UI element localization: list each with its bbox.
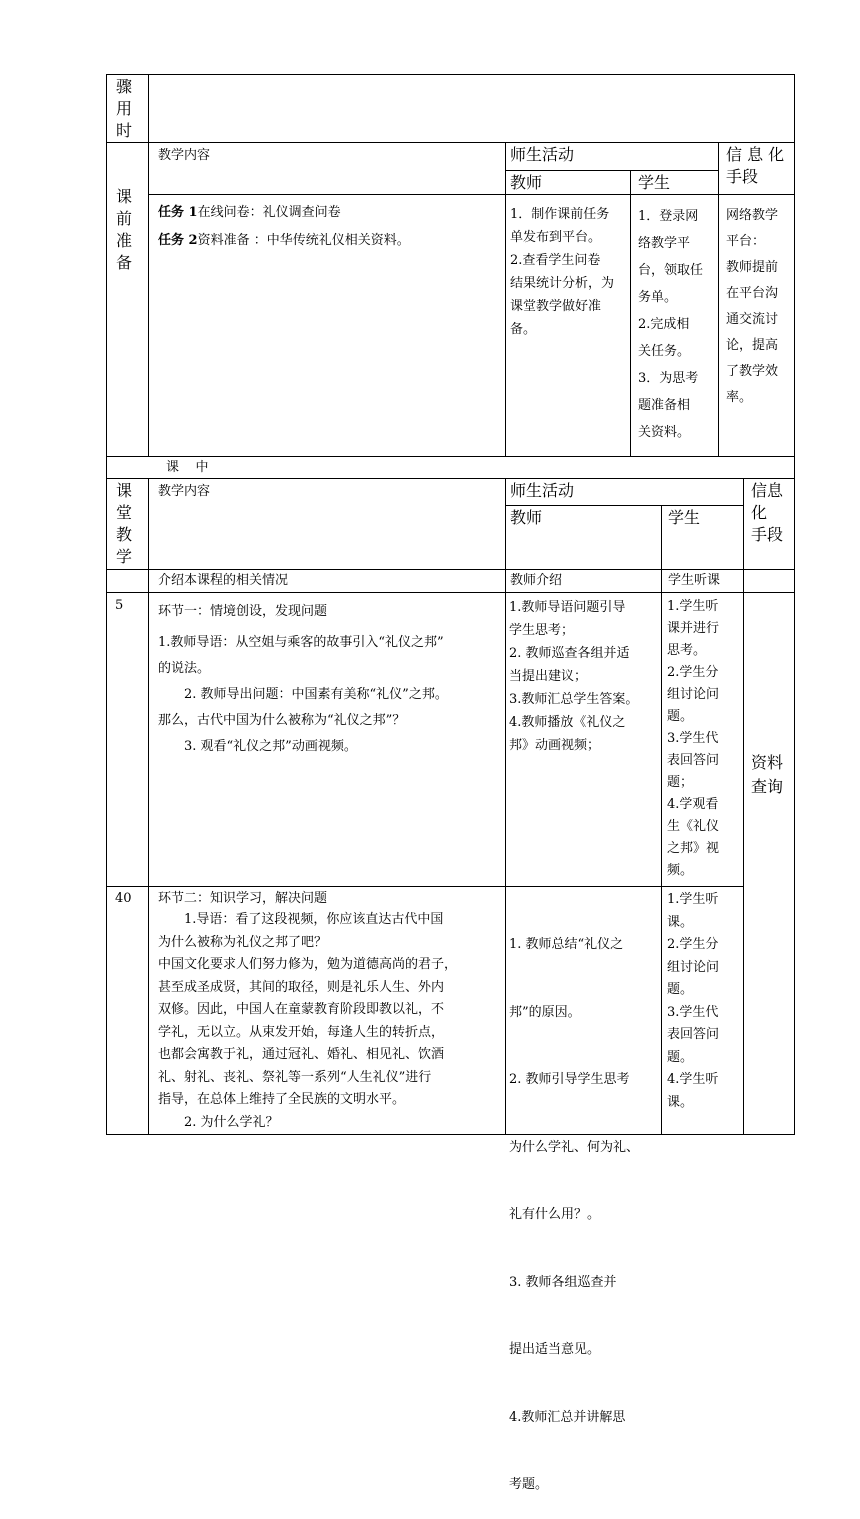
pre-class-char: 备 <box>115 253 132 272</box>
text-line: 1. 教师总结“礼仪之 <box>509 937 624 952</box>
text-line: 课。 <box>667 914 694 930</box>
text-line: 3．为思考 <box>638 371 699 386</box>
task-label: 任务 2 <box>158 233 198 248</box>
pre-student-activity <box>638 203 703 446</box>
rule <box>106 478 795 479</box>
pre-it-header <box>726 144 784 188</box>
task-text: 资料准备 ：中华传统礼仪相关资料。 <box>197 233 410 248</box>
mid-student-header: 学生 <box>668 508 701 527</box>
text-line: 指导，在总体上维持了全民族的文明水平。 <box>158 1092 406 1107</box>
text-line: 结果统计分析，为 <box>510 276 615 291</box>
task-label: 任务 1 <box>158 205 198 220</box>
text-line: 1．制作课前任务 <box>510 207 610 222</box>
pre-class-char: 准 <box>115 231 132 250</box>
text-line: 表回答问 <box>667 753 720 768</box>
text-line: 为什么学礼、何为礼、 <box>509 1139 640 1155</box>
pre-task-2 <box>158 231 410 250</box>
table-border-right <box>794 74 795 1135</box>
text-line: 1．登录网 <box>638 209 699 224</box>
text-line: 1.导语：看了这段视频，你应该直达古代中国 <box>158 912 444 927</box>
text-line: 那么，古代中国为什么被称为“礼仪之邦”？ <box>158 713 406 728</box>
text-line: 1.学生听 <box>667 892 719 907</box>
text-line: 课并进行 <box>667 621 720 636</box>
text-line: 在平台沟 <box>726 286 779 301</box>
text-line: 1.教师导语问题引导 <box>509 600 626 615</box>
rule <box>505 478 506 1134</box>
text-line: 题。 <box>667 1049 694 1065</box>
text-line: 礼、射礼、丧礼、祭礼等一系列“人生礼仪”进行 <box>158 1069 432 1085</box>
text-line: 务单。 <box>638 290 678 305</box>
mid-activity-header: 师生活动 <box>510 481 575 500</box>
text-line: 4.学生听 <box>667 1072 719 1087</box>
text-line: 组讨论问 <box>667 687 720 702</box>
mid-content-header: 教学内容 <box>158 484 211 499</box>
pre-teacher-header: 教师 <box>510 173 543 192</box>
text-line: 4.教师播放《礼仪之 <box>509 715 626 730</box>
text-line: 提出适当意见。 <box>509 1342 601 1357</box>
intro-student: 学生听课 <box>668 573 721 588</box>
text-line: 1.教师导语：从空姐与乘客的故事引入“礼仪之邦” <box>158 635 444 650</box>
classroom-char: 堂 <box>115 503 132 522</box>
text-line: 4.教师汇总并讲解思 <box>509 1409 626 1425</box>
it-header-line: 化 <box>751 503 768 522</box>
rule <box>661 505 662 1134</box>
stage1-content <box>158 630 448 760</box>
text-line: 考题。 <box>509 1477 549 1492</box>
pre-it-header-line: 手段 <box>726 167 759 186</box>
text-line: 教师提前 <box>726 260 779 275</box>
text-line: 表回答问 <box>667 1027 720 1042</box>
text-line: 邦》动画视频； <box>509 738 601 753</box>
pre-class-char: 前 <box>115 209 132 228</box>
text-line: 4.学观看 <box>667 797 719 812</box>
pre-content-header: 教学内容 <box>158 148 211 163</box>
text-line: 频。 <box>667 863 694 878</box>
text-line: 3.学生代 <box>667 1004 719 1020</box>
pre-class-char: 课 <box>115 187 132 206</box>
text-line: 2.完成相 <box>638 317 690 332</box>
rule <box>505 505 743 506</box>
rule <box>106 142 795 143</box>
text-line: 题。 <box>667 982 694 997</box>
stage1-it-means <box>751 751 783 799</box>
stage1-student <box>667 596 719 882</box>
text-line: 络教学平 <box>638 236 691 251</box>
pre-it-header-line: 信 息 化 <box>726 145 785 164</box>
text-line: 2.学生分 <box>667 937 719 952</box>
it-header-line: 信息 <box>751 481 784 500</box>
text-line: 2.学生分 <box>667 665 719 680</box>
rule <box>743 478 744 1134</box>
rule <box>106 74 795 75</box>
stage1-title: 环节一：情境创设，发现问题 <box>158 604 328 619</box>
text-line: 之邦》视 <box>667 841 720 856</box>
text-line: 平台： <box>726 234 766 249</box>
text-line: 邦”的原因。 <box>509 1004 581 1020</box>
rule <box>106 886 743 887</box>
rule <box>106 456 795 457</box>
text-line: 学礼，无以立。从束发开始，每逢人生的转折点， <box>158 1024 445 1040</box>
time-label-char: 时 <box>115 121 132 140</box>
text-line: 关任务。 <box>638 344 691 359</box>
rule <box>505 142 506 456</box>
text-line: 了教学效 <box>726 364 779 379</box>
rule <box>630 170 631 456</box>
task-text: 在线问卷：礼仪调查问卷 <box>197 205 341 220</box>
classroom-char: 课 <box>115 481 132 500</box>
mid-it-header <box>751 480 783 546</box>
time-label-char: 用 <box>115 99 132 118</box>
text-line: 题； <box>667 775 694 790</box>
classroom-char: 学 <box>115 547 132 566</box>
pre-it-means <box>726 203 778 411</box>
text-line: 2. 教师巡查各组并适 <box>509 646 630 661</box>
text-line: 通交流讨 <box>726 312 779 327</box>
text-line: 论，提高 <box>726 338 779 353</box>
in-class-section-label: 课 中 <box>166 460 209 475</box>
text-line: 甚至成圣成贤，其间的取径，则是礼乐人生、外内 <box>158 979 445 995</box>
text-line: 学生思考； <box>509 623 575 638</box>
text-line: 的说法。 <box>158 661 211 676</box>
text-line: 3.学生代 <box>667 731 719 746</box>
text-line: 台，领取任 <box>638 263 704 278</box>
text-line: 3. 观看“礼仪之邦”动画视频。 <box>158 739 357 754</box>
pre-class-label <box>113 186 135 274</box>
text-line: 单发布到平台。 <box>510 230 602 245</box>
rule <box>148 74 149 456</box>
time-label-char: 骤 <box>115 77 132 96</box>
stage2-content <box>158 909 457 1134</box>
rule <box>148 194 795 195</box>
text-line: 网络教学 <box>726 208 779 223</box>
text-line: 组讨论问 <box>667 959 720 975</box>
text-line: 3.教师汇总学生答案。 <box>509 692 639 707</box>
rule <box>106 1134 795 1135</box>
intro-content: 介绍本课程的相关情况 <box>158 573 289 588</box>
text-line: 礼有什么用？。 <box>509 1207 601 1222</box>
rule <box>718 142 719 456</box>
intro-teacher: 教师介绍 <box>510 573 563 588</box>
it-header-line: 手段 <box>751 525 784 544</box>
text-line: 题。 <box>667 709 694 724</box>
text-line: 思考。 <box>667 643 707 658</box>
rule <box>148 478 149 1134</box>
text-line: 2. 教师导出问题：中国素有美称“礼仪”之邦。 <box>158 687 448 702</box>
classroom-char: 教 <box>115 525 132 544</box>
pre-activity-header: 师生活动 <box>510 145 575 164</box>
rule <box>106 592 795 593</box>
text-line: 为什么被称为礼仪之邦了吧？ <box>158 934 328 950</box>
stage1-teacher <box>509 596 638 757</box>
text-line: 查询 <box>751 777 784 796</box>
text-line: 题准备相 <box>638 398 691 413</box>
rule <box>505 170 718 171</box>
stage2-title: 环节二：知识学习，解决问题 <box>158 891 328 906</box>
text-line: 2. 教师引导学生思考 <box>509 1072 630 1087</box>
rule <box>106 569 795 570</box>
text-line: 关资料。 <box>638 425 691 440</box>
stage1-time: 5 <box>115 598 124 613</box>
text-line: 双修。因此，中国人在童蒙教育阶段即教以礼，不 <box>158 1002 445 1017</box>
pre-student-header: 学生 <box>638 173 671 192</box>
text-line: 2. 为什么学礼？ <box>158 1114 279 1130</box>
stage2-teacher <box>509 889 639 1519</box>
text-line: 1.学生听 <box>667 599 719 614</box>
text-line: 生《礼仪 <box>667 819 720 834</box>
stage2-time: 40 <box>115 891 132 906</box>
text-line: 备。 <box>510 322 537 337</box>
time-label <box>113 76 135 142</box>
table-border-left <box>106 74 107 1135</box>
mid-teacher-header: 教师 <box>510 508 543 527</box>
classroom-label <box>113 480 135 568</box>
text-line: 3. 教师各组巡查并 <box>509 1274 617 1290</box>
text-line: 课。 <box>667 1094 694 1110</box>
text-line: 2.查看学生问卷 <box>510 253 601 268</box>
text-line: 中国文化要求人们努力修为，勉为道德高尚的君子， <box>158 957 458 972</box>
text-line: 课堂教学做好准 <box>510 299 602 314</box>
text-line: 也都会寓教于礼，通过冠礼、婚礼、相见礼、饮酒 <box>158 1047 445 1062</box>
pre-task-1 <box>158 203 341 222</box>
text-line: 率。 <box>726 390 753 405</box>
text-line: 当提出建议； <box>509 669 588 684</box>
stage2-student <box>667 889 719 1114</box>
text-line: 资料 <box>751 753 784 772</box>
pre-teacher-activity <box>510 203 614 341</box>
